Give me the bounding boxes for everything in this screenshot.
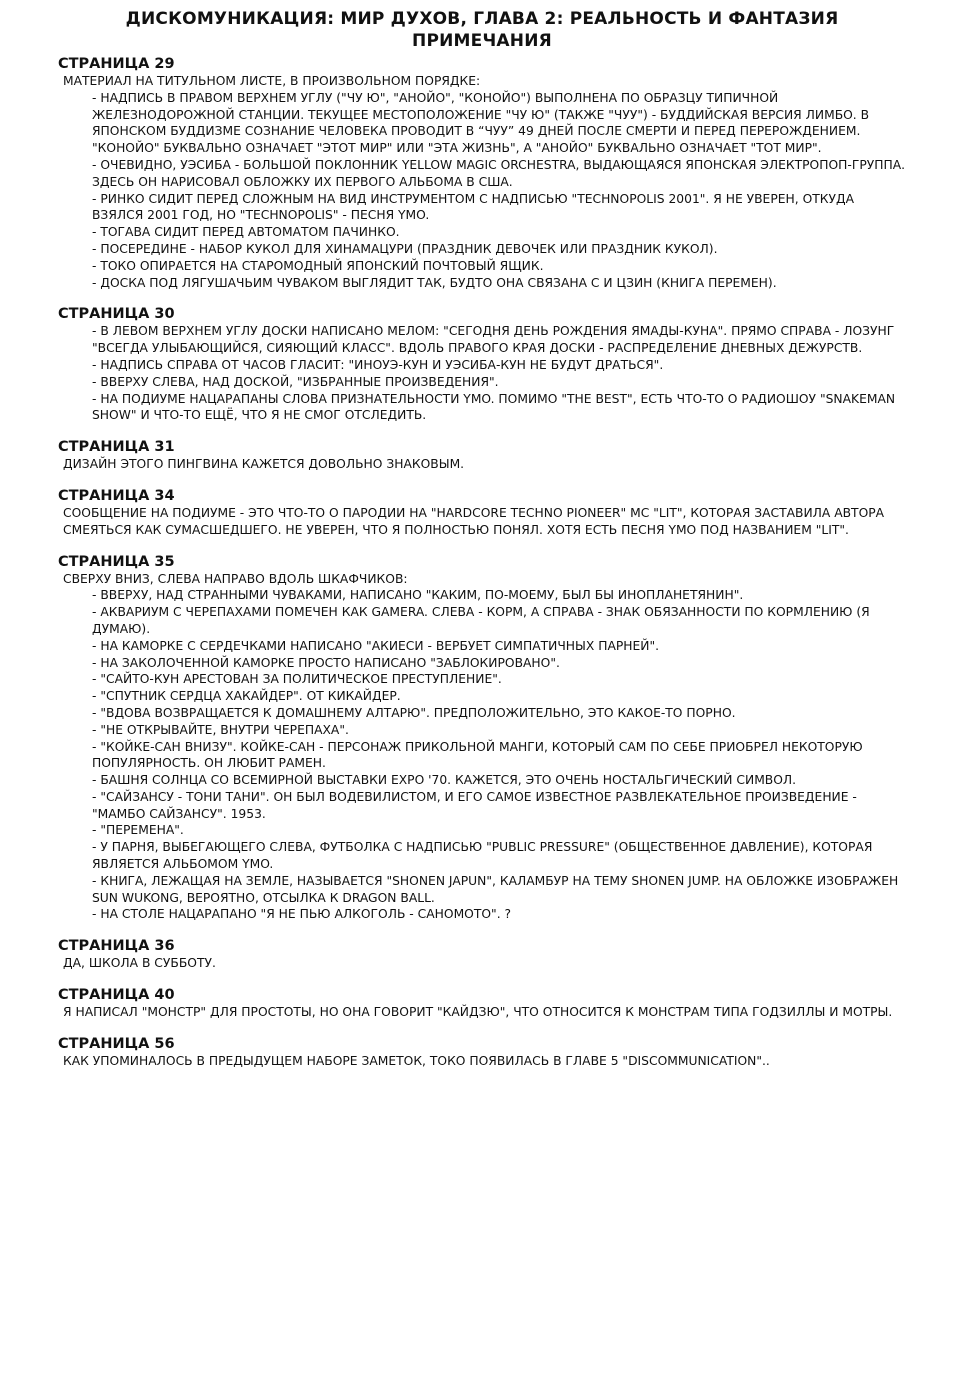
section xyxy=(58,986,906,1021)
section-heading: СТРАНИЦА 30 xyxy=(58,306,175,323)
section xyxy=(58,553,906,924)
section-heading: СТРАНИЦА 34 xyxy=(58,487,175,504)
note-item: - "САЙТО-КУН АРЕСТОВАН ЗА ПОЛИТИЧЕСКОЕ ПРЕСТУПЛЕНИЕ". xyxy=(92,672,502,687)
section-heading: СТРАНИЦА 56 xyxy=(58,1035,175,1052)
title-line-1: ДИСКОМУНИКАЦИЯ: МИР ДУХОВ, ГЛАВА 2: РЕАЛЬНОСТЬ И ФАНТАЗИЯ xyxy=(125,9,839,29)
note-item: - ОЧЕВИДНО, УЭСИБА - БОЛЬШОЙ ПОКЛОННИК YELLOW MAGIC ORCHESTRA, ВЫДАЮЩАЯСЯ ЯПОНСКАЯ ЭЛЕКТРОПОП-ГРУППА. ЗДЕСЬ ОН НАРИСОВАЛ ОБЛОЖКУ ИХ ПЕРВОГО АЛЬБОМА В США. xyxy=(92,157,906,189)
title-line-2: ПРИМЕЧАНИЯ xyxy=(412,31,552,51)
note-list xyxy=(92,323,906,424)
section xyxy=(58,487,906,539)
document-title xyxy=(58,8,906,52)
section-heading: СТРАНИЦА 29 xyxy=(58,56,175,72)
note-item: - "ПЕРЕМЕНА". xyxy=(92,823,184,838)
note-item: - ДОСКА ПОД ЛЯГУШАЧЬИМ ЧУВАКОМ ВЫГЛЯДИТ ТАК, БУДТО ОНА СВЯЗАНА С И ЦЗИН (КНИГА ПЕРЕМЕН). xyxy=(92,275,777,290)
section xyxy=(58,937,906,972)
note-item: - НАДПИСЬ СПРАВА ОТ ЧАСОВ ГЛАСИТ: "ИНОУЭ-КУН И УЭСИБА-КУН НЕ БУДУТ ДРАТЬСЯ". xyxy=(92,357,664,372)
section-intro: ДИЗАЙН ЭТОГО ПИНГВИНА КАЖЕТСЯ ДОВОЛЬНО ЗНАКОВЫМ. xyxy=(63,457,465,472)
note-list xyxy=(92,90,906,292)
section-intro: СВЕРХУ ВНИЗ, СЛЕВА НАПРАВО ВДОЛЬ ШКАФЧИКОВ: xyxy=(63,571,408,586)
note-item: - "КОЙКЕ-САН ВНИЗУ". КОЙКЕ-САН - ПЕРСОНАЖ ПРИКОЛЬНОЙ МАНГИ, КОТОРЫЙ САМ ПО СЕБЕ ПРИОБРЕЛ НЕКОТОРУЮ ПОПУЛЯРНОСТЬ. ОН ЛЮБИТ РАМЕН. xyxy=(92,739,863,771)
section-intro: СООБЩЕНИЕ НА ПОДИУМЕ - ЭТО ЧТО-ТО О ПАРОДИИ НА "HARDCORE TECHNO PIONEER" MC "LIT", КОТОРАЯ ЗАСТАВИЛА АВТОРА СМЕЯТЬСЯ КАК СУМАСШЕДШЕГО. НЕ УВЕРЕН, ЧТО Я ПОЛНОСТЬЮ ПОНЯЛ. ХОТЯ ЕСТЬ ПЕСНЯ YMO ПОД НАЗВАНИЕМ "LIT". xyxy=(63,505,885,537)
note-item: - ВВЕРХУ СЛЕВА, НАД ДОСКОЙ, "ИЗБРАННЫЕ ПРОИЗВЕДЕНИЯ". xyxy=(92,374,499,389)
note-list xyxy=(92,587,906,923)
note-item: - ВВЕРХУ, НАД СТРАННЫМИ ЧУВАКАМИ, НАПИСАНО "КАКИМ, ПО-МОЕМУ, БЫЛ БЫ ИНОПЛАНЕТЯНИН". xyxy=(92,588,744,603)
note-item: - НА ЗАКОЛОЧЕННОЙ КАМОРКЕ ПРОСТО НАПИСАНО "ЗАБЛОКИРОВАНО". xyxy=(92,655,560,670)
note-item: - "НЕ ОТКРЫВАЙТЕ, ВНУТРИ ЧЕРЕПАХА". xyxy=(92,722,349,737)
note-item: - "СПУТНИК СЕРДЦА ХАКАЙДЕР". ОТ КИКАЙДЕР. xyxy=(92,689,401,704)
note-item: - В ЛЕВОМ ВЕРХНЕМ УГЛУ ДОСКИ НАПИСАНО МЕЛОМ: "СЕГОДНЯ ДЕНЬ РОЖДЕНИЯ ЯМАДЫ-КУНА". ПРЯМО СПРАВА - ЛОЗУНГ "ВСЕГДА УЛЫБАЮЩИЙСЯ, СИЯЮЩИЙ КЛАСС". ВДОЛЬ ПРАВОГО КРАЯ ДОСКИ - РАСПРЕДЕЛЕНИЕ ДНЕВНЫХ ДЕЖУРСТВ. xyxy=(92,324,895,356)
note-item: - ТОКО ОПИРАЕТСЯ НА СТАРОМОДНЫЙ ЯПОНСКИЙ ПОЧТОВЫЙ ЯЩИК. xyxy=(92,258,544,273)
section-intro: КАК УПОМИНАЛОСЬ В ПРЕДЫДУЩЕМ НАБОРЕ ЗАМЕТОК, ТОКО ПОЯВИЛАСЬ В ГЛАВЕ 5 "DISCOMMUNICATION".. xyxy=(63,1053,770,1068)
note-item: - РИНКО СИДИТ ПЕРЕД СЛОЖНЫМ НА ВИД ИНСТРУМЕНТОМ С НАДПИСЬЮ "TECHNOPOLIS 2001". Я НЕ УВЕРЕН, ОТКУДА ВЗЯЛСЯ 2001 ГОД, НО "TECHNOPOLIS" - ПЕСНЯ YMO. xyxy=(92,191,855,223)
note-item: - БАШНЯ СОЛНЦА СО ВСЕМИРНОЙ ВЫСТАВКИ EXPO '70. КАЖЕТСЯ, ЭТО ОЧЕНЬ НОСТАЛЬГИЧЕСКИЙ СИМВОЛ. xyxy=(92,773,797,788)
section-intro: Я НАПИСАЛ "МОНСТР" ДЛЯ ПРОСТОТЫ, НО ОНА ГОВОРИТ "КАЙДЗЮ", ЧТО ОТНОСИТСЯ К МОНСТРАМ ТИПА ГОДЗИЛЛЫ И МОТРЫ. xyxy=(63,1005,893,1020)
section-heading: СТРАНИЦА 36 xyxy=(58,938,175,955)
note-item: - НА КАМОРКЕ С СЕРДЕЧКАМИ НАПИСАНО "АКИЕСИ - ВЕРБУЕТ СИМПАТИЧНЫХ ПАРНЕЙ". xyxy=(92,638,660,653)
section xyxy=(58,55,906,291)
section-intro: МАТЕРИАЛ НА ТИТУЛЬНОМ ЛИСТЕ, В ПРОИЗВОЛЬНОМ ПОРЯДКЕ: xyxy=(63,74,481,88)
note-item: - ПОСЕРЕДИНЕ - НАБОР КУКОЛ ДЛЯ ХИНАМАЦУРИ (ПРАЗДНИК ДЕВОЧЕК ИЛИ ПРАЗДНИК КУКОЛ). xyxy=(92,241,718,256)
section xyxy=(58,305,906,424)
section-intro: ДА, ШКОЛА В СУББОТУ. xyxy=(63,956,216,971)
note-item: - "САЙЗАНСУ - ТОНИ ТАНИ". ОН БЫЛ ВОДЕВИЛИСТОМ, И ЕГО САМОЕ ИЗВЕСТНОЕ РАЗВЛЕКАТЕЛЬНОЕ ПРОИЗВЕДЕНИЕ - "МАМБО САЙЗАНСУ". 1953. xyxy=(92,789,857,821)
section xyxy=(58,438,906,473)
note-item: - НАДПИСЬ В ПРАВОМ ВЕРХНЕМ УГЛУ ("ЧУ Ю", "АНОЙО", "КОНОЙО") ВЫПОЛНЕНА ПО ОБРАЗЦУ ТИПИЧНОЙ ЖЕЛЕЗНОДОРОЖНОЙ СТАНЦИИ. ТЕКУЩЕЕ МЕСТОПОЛОЖЕНИЕ "ЧУ Ю" (ТАКЖЕ "ЧУУ") - БУДДИЙСКАЯ ВЕРСИЯ ЛИМБО. В ЯПОНСКОМ БУДДИЗМЕ СОЗНАНИЕ ЧЕЛОВЕКА ПРОВОДИТ В “ЧУУ” 49 ДНЕЙ ПОСЛЕ СМЕРТИ И ПЕРЕД ПЕРЕРОЖДЕНИЕМ. "КОНОЙО" БУКВАЛЬНО ОЗНАЧАЕТ "ЭТОТ МИР" ИЛИ "ЭТА ЖИЗНЬ", А "АНОЙО" БУКВАЛЬНО ОЗНАЧАЕТ "ТОТ МИР". xyxy=(92,90,870,156)
note-item: - "ВДОВА ВОЗВРАЩАЕТСЯ К ДОМАШНЕМУ АЛТАРЮ". ПРЕДПОЛОЖИТЕЛЬНО, ЭТО КАКОЕ-ТО ПОРНО. xyxy=(92,705,736,720)
note-item: - КНИГА, ЛЕЖАЩАЯ НА ЗЕМЛЕ, НАЗЫВАЕТСЯ "SHONEN JAPUN", КАЛАМБУР НА ТЕМУ SHONEN JUMP. НА ОБЛОЖКЕ ИЗОБРАЖЕН SUN WUKONG, ВЕРОЯТНО, ОТСЫЛКА К DRAGON BALL. xyxy=(92,873,899,905)
section-heading: СТРАНИЦА 31 xyxy=(58,439,175,456)
note-item: - ТОГАВА СИДИТ ПЕРЕД АВТОМАТОМ ПАЧИНКО. xyxy=(92,225,400,240)
section xyxy=(58,1035,906,1070)
section-heading: СТРАНИЦА 35 xyxy=(58,553,175,570)
note-item: - НА ПОДИУМЕ НАЦАРАПАНЫ СЛОВА ПРИЗНАТЕЛЬНОСТИ YMO. ПОМИМО "THE BEST", ЕСТЬ ЧТО-ТО О РАДИОШОУ "SNAKEMAN SHOW" И ЧТО-ТО ЕЩЁ, ЧТО Я НЕ СМОГ ОТСЛЕДИТЬ. xyxy=(92,391,896,423)
section-heading: СТРАНИЦА 40 xyxy=(58,987,175,1004)
sections-container xyxy=(58,55,906,1070)
note-item: - НА СТОЛЕ НАЦАРАПАНО "Я НЕ ПЬЮ АЛКОГОЛЬ - САНОМОТО". ? xyxy=(92,907,512,922)
note-item: - У ПАРНЯ, ВЫБЕГАЮЩЕГО СЛЕВА, ФУТБОЛКА С НАДПИСЬЮ "PUBLIC PRESSURE" (ОБЩЕСТВЕННОЕ ДАВЛЕНИЕ), КОТОРАЯ ЯВЛЯЕТСЯ АЛЬБОМОМ YMO. xyxy=(92,840,873,872)
note-item: - АКВАРИУМ С ЧЕРЕПАХАМИ ПОМЕЧЕН КАК GAMERA. СЛЕВА - КОРМ, А СПРАВА - ЗНАК ОБЯЗАННОСТИ ПО КОРМЛЕНИЮ (Я ДУМАЮ). xyxy=(92,605,870,636)
